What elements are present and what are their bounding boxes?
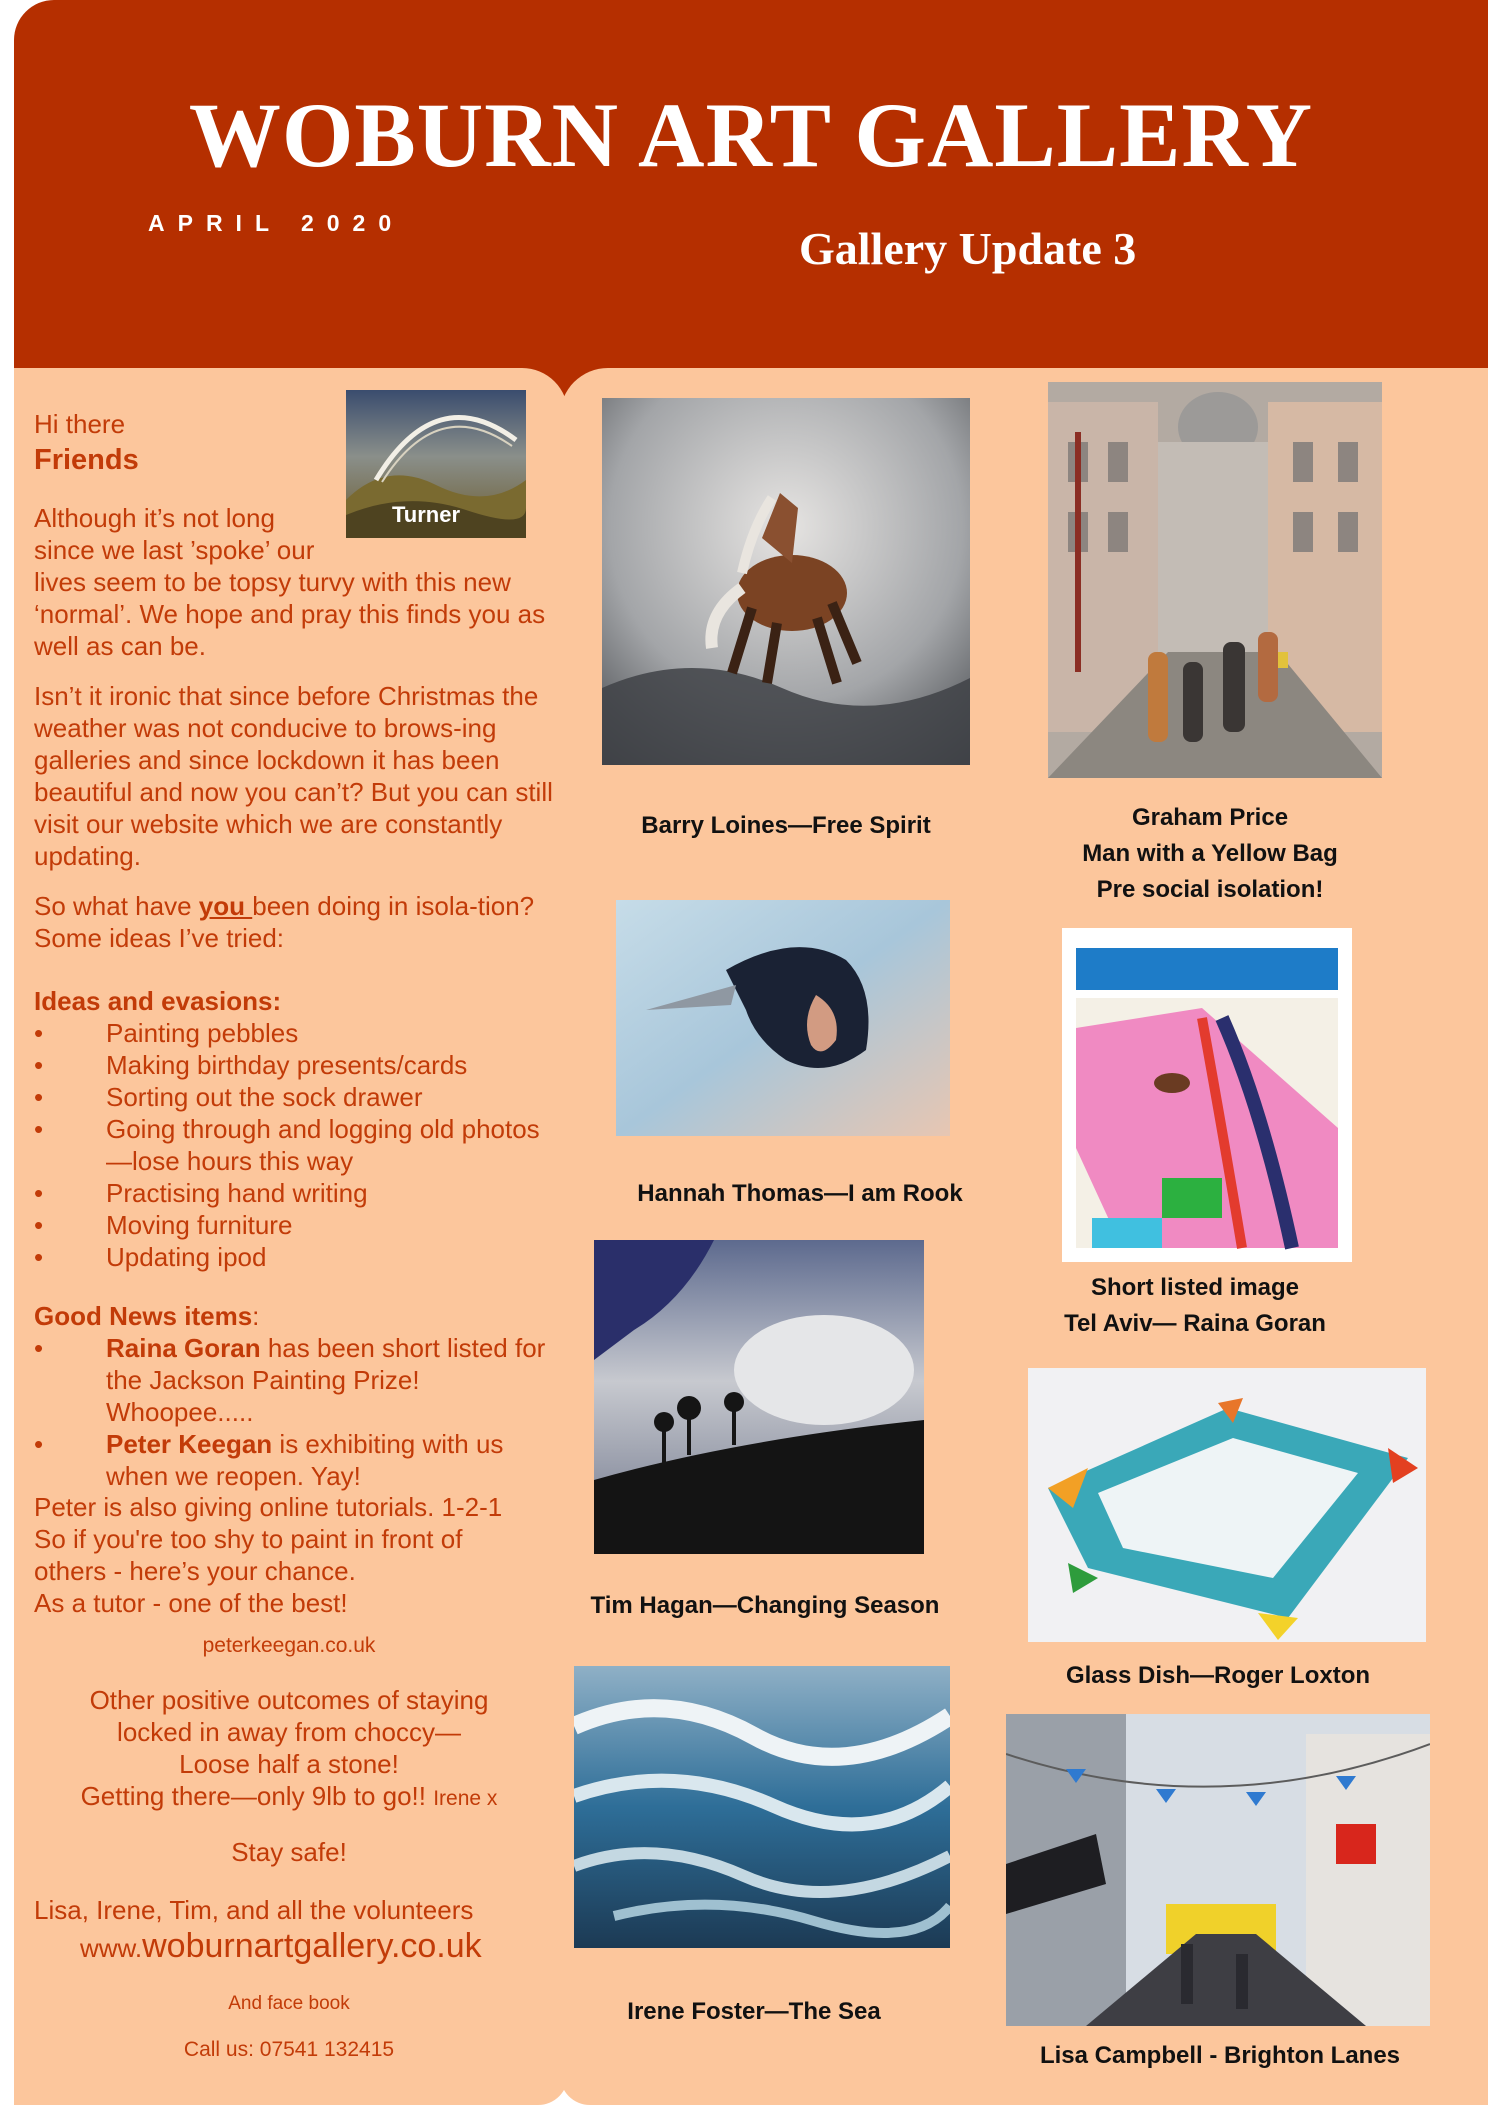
ideas-heading: Ideas and evasions: [34,986,282,1016]
outcome-last: Getting there—only 9lb to go!! [80,1781,434,1811]
peter-line: others - here’s your chance. [34,1556,356,1586]
caption-changing-season: Tim Hagan—Changing Season [590,1592,940,1619]
turner-label: Turner [392,502,461,527]
idea-item: • Making birthday presents/cards [34,1049,554,1081]
outcome-line: Other positive outcomes of staying [89,1685,489,1715]
caption-glass-dish: Glass Dish—Roger Loxton [1065,1662,1371,1689]
news-heading [34,1300,554,1332]
greeting: Hi there [34,409,126,439]
update-number: Gallery Update 3 [799,223,1137,274]
news-text: is exhibiting with us when we reopen. Yay! [106,1429,504,1491]
artwork-brighton-lanes [1006,1714,1430,2026]
outcomes [34,1684,544,1815]
facebook-note: And face book [228,1993,350,2014]
signoff: Lisa, Irene, Tim, and all the volunteers [34,1895,474,1925]
gallery-title: WOBURN ART GALLERY [188,84,1314,186]
caption-brighton-lanes: Lisa Campbell - Brighton Lanes [1039,2042,1401,2069]
idea-item: • Updating ipod [34,1241,554,1273]
idea-item: • Painting pebbles [34,1017,554,1049]
question-text-pre: So what have [34,891,199,921]
artwork-free-spirit [602,398,970,765]
news-name: Peter Keegan [106,1429,273,1459]
caption-line: Short listed image [1090,1274,1300,1301]
artwork-yellow-bag [1048,382,1382,778]
artwork-rook [616,900,950,1136]
intro-line-1: Although it’s not long [34,503,275,533]
phone-number: Call us: 07541 132415 [183,2038,395,2061]
stay-safe: Stay safe! [231,1837,347,1867]
artwork-changing-season [594,1240,924,1554]
news-heading-text: Good News items [34,1301,253,1331]
news-name: Raina Goran [106,1333,261,1363]
artwork-glass-dish [1028,1368,1426,1642]
news-item [34,1332,554,1428]
gallery-website-link[interactable] [80,1926,600,1968]
web-main: woburnartgallery.co.uk [142,1927,482,1965]
idea-item: • Moving furniture [34,1209,554,1241]
web-prefix: www. [80,1933,143,1963]
peter-website-link[interactable]: peterkeegan.co.uk [202,1634,376,1657]
idea-item: • Practising hand writing [34,1177,554,1209]
intro-line-2: since we last ’spoke’ our [34,535,315,565]
peter-line: So if you're too shy to paint in front of [34,1524,463,1554]
caption-line: Tel Aviv— Raina Goran [1064,1310,1326,1337]
idea-item: • Sorting out the sock drawer [34,1081,554,1113]
weather-paragraph: Isn’t it ironic that since before Christmas the weather was not conducive to brows-ing galleries and since lockdown it has been beautiful and now you can’t? But you can still visit our website which we are constantly updating. [34,681,553,871]
artwork-the-sea [574,1666,950,1948]
news-item [34,1428,554,1492]
ideas-list [34,1017,554,1273]
news-heading-colon: : [252,1301,260,1331]
caption-tel-aviv [1010,1270,1380,1342]
issue-date: APRIL 2020 [148,210,405,236]
news-text: has been short listed for the Jackson Painting Prize! Whoopee..... [106,1333,546,1427]
caption-rook: Hannah Thomas—I am Rook [637,1180,963,1207]
friends-heading: Friends [34,444,139,476]
caption-the-sea: Irene Foster—The Sea [627,1998,881,2025]
outcome-line [34,1780,544,1815]
artwork-tel-aviv [1062,928,1352,1262]
peter-tutorials [34,1491,554,1619]
caption-line: Man with a Yellow Bag [1082,840,1338,867]
peter-line: Peter is also giving online tutorials. 1-2-1 [34,1492,503,1522]
outcome-sign: Irene x [433,1787,498,1810]
intro-line-3: lives seem to be topsy turvy with this new ‘normal’. We hope and pray this finds you as well as can be. [34,567,546,661]
outcome-line: locked in away from choccy— [117,1717,461,1747]
outcome-line: Loose half a stone! [179,1749,399,1779]
intro-paragraph [34,502,554,662]
question-you: you [198,891,253,921]
news-list [34,1332,554,1492]
caption-line: Graham Price [1131,804,1289,831]
peter-line: As a tutor - one of the best! [34,1588,348,1618]
question-text-post: been doing in isola-tion? Some ideas I’ve tried: [34,891,535,953]
idea-item: • Going through and logging old photos—lose hours this way [34,1113,554,1177]
isolation-question [34,890,554,954]
caption-yellow-bag [1010,800,1410,908]
caption-line: Pre social isolation! [1096,876,1324,903]
caption-free-spirit: Barry Loines—Free Spirit [641,812,931,839]
header-banner [14,0,1488,420]
